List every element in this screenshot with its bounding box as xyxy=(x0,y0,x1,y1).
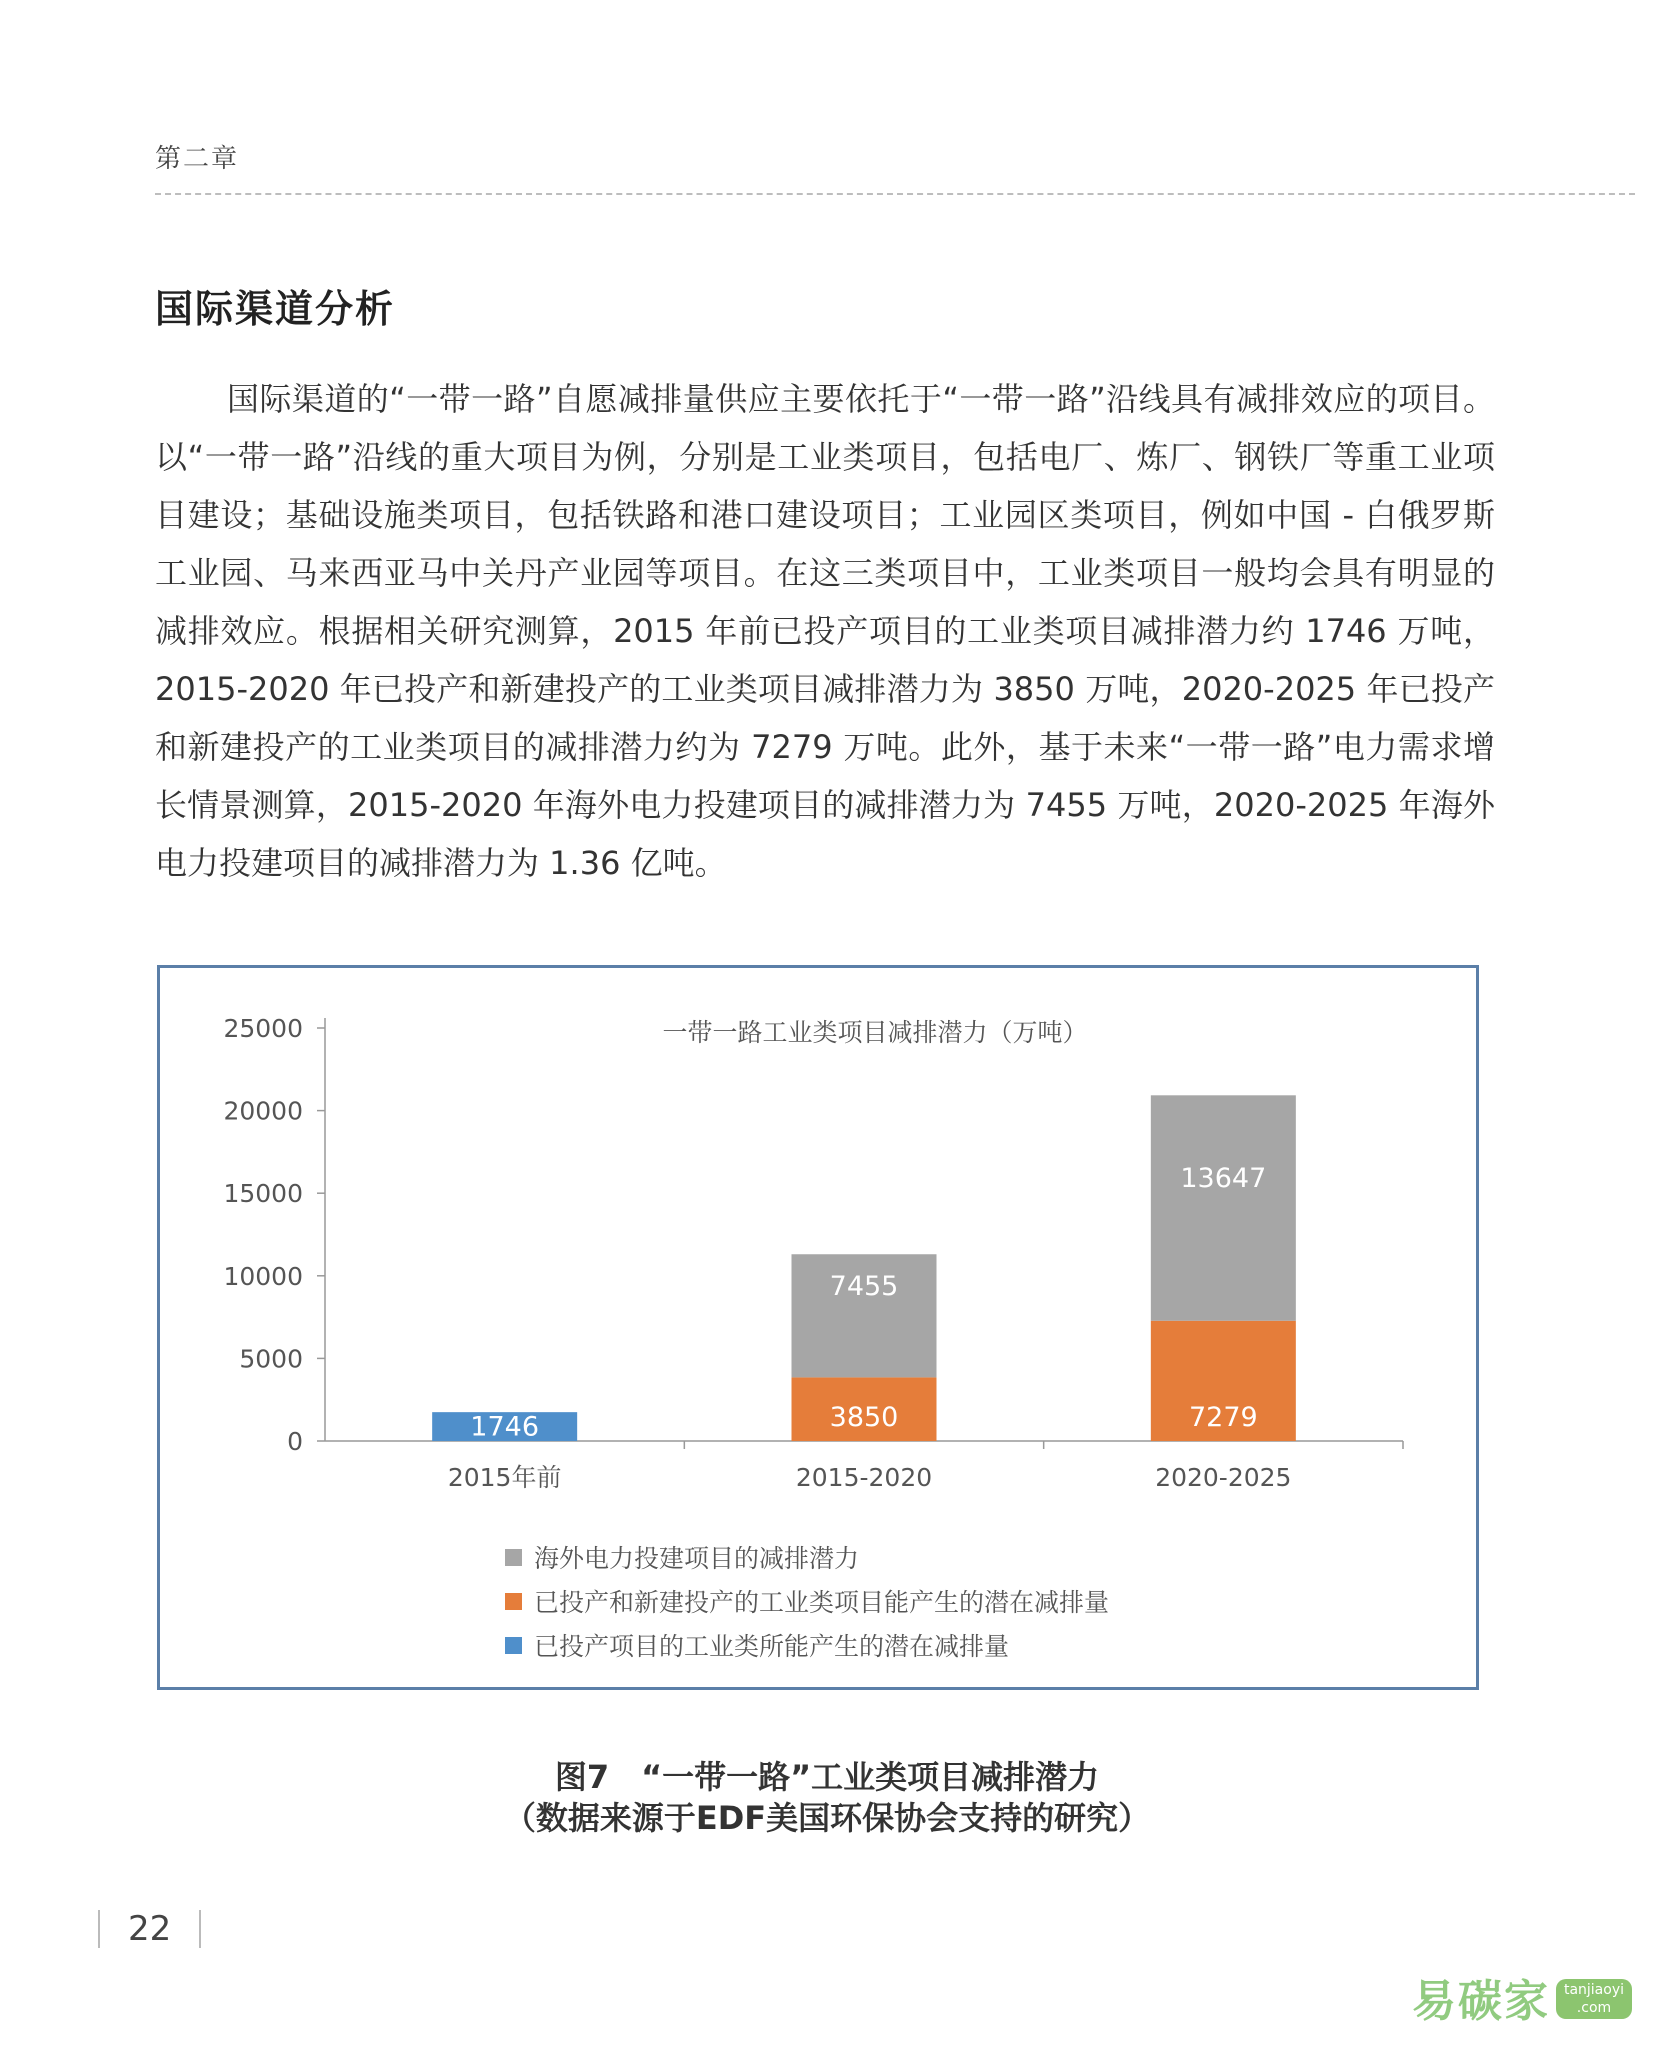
legend-item xyxy=(505,1579,1109,1623)
legend-swatch xyxy=(505,1549,522,1566)
legend-label: 已投产和新建投产的工业类项目能产生的潜在减排量 xyxy=(534,1588,1110,1617)
watermark-badge-line2: .com xyxy=(1576,2000,1612,2016)
x-tick-label: 2015年前 xyxy=(447,1463,562,1492)
chart-title: 一带一路工业类项目减排潜力（万吨） xyxy=(662,1018,1088,1047)
data-label: 7279 xyxy=(1188,1402,1258,1433)
y-tick-label: 20000 xyxy=(223,1096,303,1126)
legend-label: 海外电力投建项目的减排潜力 xyxy=(534,1544,860,1573)
watermark-text: 易碳家 xyxy=(1411,1976,1550,2027)
y-tick-label: 10000 xyxy=(223,1261,303,1291)
data-label: 3850 xyxy=(829,1402,899,1433)
legend-swatch xyxy=(505,1637,522,1654)
legend-item xyxy=(505,1535,1109,1579)
y-tick-label: 25000 xyxy=(223,1014,303,1043)
footer-divider-right xyxy=(199,1910,201,1948)
data-label: 7455 xyxy=(829,1270,899,1302)
section-title: 国际渠道分析 xyxy=(155,287,396,331)
watermark-logo xyxy=(1412,1965,1632,2029)
legend-item xyxy=(505,1623,1109,1667)
page-footer xyxy=(98,1908,201,1950)
y-tick-label: 5000 xyxy=(239,1344,303,1374)
page-number: 22 xyxy=(128,1909,172,1949)
watermark-badge xyxy=(1556,1979,1632,2019)
chapter-label: 第二章 xyxy=(155,144,240,174)
figure-caption: 图7 “一带一路”工业类项目减排潜力 xyxy=(554,1758,1100,1796)
data-label: 13647 xyxy=(1180,1163,1267,1195)
legend-swatch xyxy=(505,1593,522,1610)
x-tick-label: 2020-2025 xyxy=(1155,1463,1292,1492)
watermark-badge-line1: tanjiaoyi xyxy=(1563,1982,1624,1998)
footer-divider-left xyxy=(98,1910,100,1948)
x-tick-label: 2015-2020 xyxy=(795,1463,933,1492)
bar-segment xyxy=(1151,1095,1296,1320)
header-divider xyxy=(155,193,1635,195)
body-paragraph: 国际渠道的“一带一路”自愿减排量供应主要依托于“一带一路”沿线具有减排效应的项目。以“一带一路”沿线的重大项目为例，分别是工业类项目，包括电厂、炼厂、钢铁厂等重工业项目建设；基础设施类项目，包括铁路和港口建设项目；工业园区类项目，例如中国 - 白俄罗斯工业园、马来西亚马中关丹产业园等项目。在这三类项目中，工业类项目一般均会具有明显的减排效应。根据相关研究测算，2015 年前已投产项目的工业类项目减排潜力约 1746 万吨，2015-2020 年已投产和新建投产的工业类项目减排潜力为 3850 万吨，2020-2025 年已投产和新建投产的工业类项目的减排潜力约为 7279 万吨。此外，基于未来“一带一路”电力需求增长情景测算，2015-2020 年海外电力投建项目的减排潜力为 7455 万吨，2020-2025 年海外电力投建项目的减排潜力为 1.36 亿吨。 xyxy=(155,380,1495,882)
legend-label: 已投产项目的工业类所能产生的潜在减排量 xyxy=(534,1632,1010,1661)
figure-source: （数据来源于EDF美国环保协会支持的研究） xyxy=(503,1799,1151,1837)
data-label: 1746 xyxy=(470,1411,540,1443)
chart-legend xyxy=(505,1535,1109,1667)
y-tick-label: 0 xyxy=(287,1427,303,1456)
y-tick-label: 15000 xyxy=(223,1179,303,1209)
